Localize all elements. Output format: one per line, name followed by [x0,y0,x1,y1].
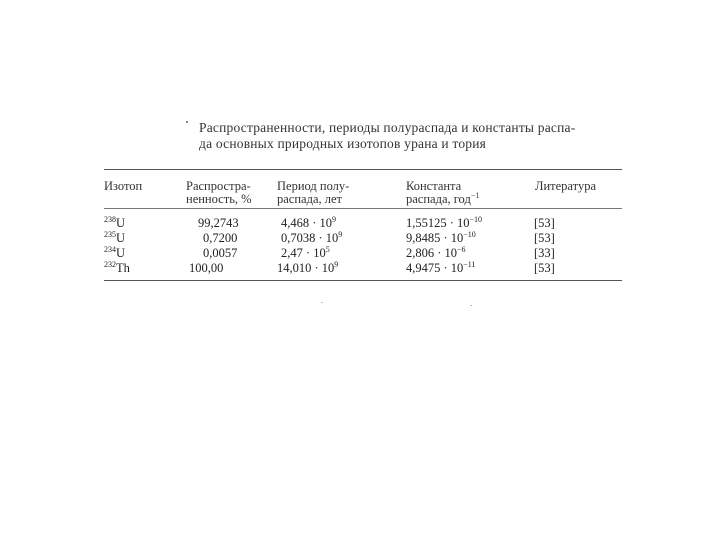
table-bottom-rule [104,280,622,281]
cell-halflife [281,232,342,246]
halflife-base: 14,010 · 10 [277,261,335,275]
cell-reference: [53] [534,231,555,245]
cell-isotope [104,247,125,261]
cell-constant [406,232,476,246]
cell-constant [406,262,476,276]
cell-reference: [53] [534,216,555,230]
header-abundance-line-1: Распростра- [186,179,251,193]
header-constant-exponent: −1 [470,191,480,200]
cell-halflife [281,247,330,261]
header-constant-text: распада, год [406,192,471,206]
cell-halflife [281,217,336,231]
scan-mark [186,121,188,123]
element-symbol: Th [116,261,130,275]
table-top-rule [104,169,622,170]
mass-number: 238 [104,215,116,224]
header-abundance-line-2: ненность, % [186,192,252,206]
mass-number: 235 [104,230,116,239]
element-symbol: U [116,246,126,260]
constant-base: 2,806 · 10 [406,246,458,260]
constant-exponent: −6 [457,245,466,254]
halflife-base: 4,468 · 10 [281,216,333,230]
header-constant-line-2 [406,193,479,207]
caption-line-1: Распространенности, периоды полураспада и константы распа- [199,120,576,135]
header-abundance [186,180,252,206]
element-symbol: U [116,231,126,245]
caption-line-2: да основных природных изотопов урана и тория [199,136,487,151]
halflife-base: 0,7038 · 10 [281,231,339,245]
cell-isotope [104,262,130,276]
header-literature: Литература [535,179,596,193]
element-symbol: U [116,216,126,230]
mass-number: 232 [104,260,116,269]
cell-abundance: 0,0057 [203,246,238,260]
constant-exponent: −10 [463,230,476,239]
cell-isotope [104,232,125,246]
scan-speck [321,302,323,303]
cell-isotope [104,217,125,231]
header-halflife [277,180,349,206]
cell-abundance: 100,00 [189,261,224,275]
halflife-base: 2,47 · 10 [281,246,326,260]
halflife-exponent: 5 [325,245,330,254]
mass-number: 234 [104,245,116,254]
cell-reference: [53] [534,261,555,275]
header-constant-line-1: Константа [406,179,462,193]
cell-constant [406,247,466,261]
constant-base: 1,55125 · 10 [406,216,470,230]
constant-base: 4,9475 · 10 [406,261,464,275]
constant-exponent: −10 [469,215,483,224]
cell-reference: [33] [534,246,555,260]
constant-exponent: −11 [463,260,476,269]
header-halflife-line-2: распада, лет [277,192,342,206]
halflife-exponent: 9 [334,260,339,269]
header-isotope: Изотоп [104,179,143,193]
constant-base: 9,8485 · 10 [406,231,464,245]
scan-speck [470,305,472,306]
table-caption [199,120,629,152]
cell-abundance: 0,7200 [203,231,238,245]
halflife-exponent: 9 [332,215,337,224]
cell-abundance: 99,2743 [198,216,239,230]
cell-constant [406,217,482,231]
halflife-exponent: 9 [338,230,343,239]
header-halflife-line-1: Период полу- [277,179,350,193]
table-header-rule [104,208,622,209]
header-constant [406,180,479,207]
cell-halflife [277,262,338,276]
